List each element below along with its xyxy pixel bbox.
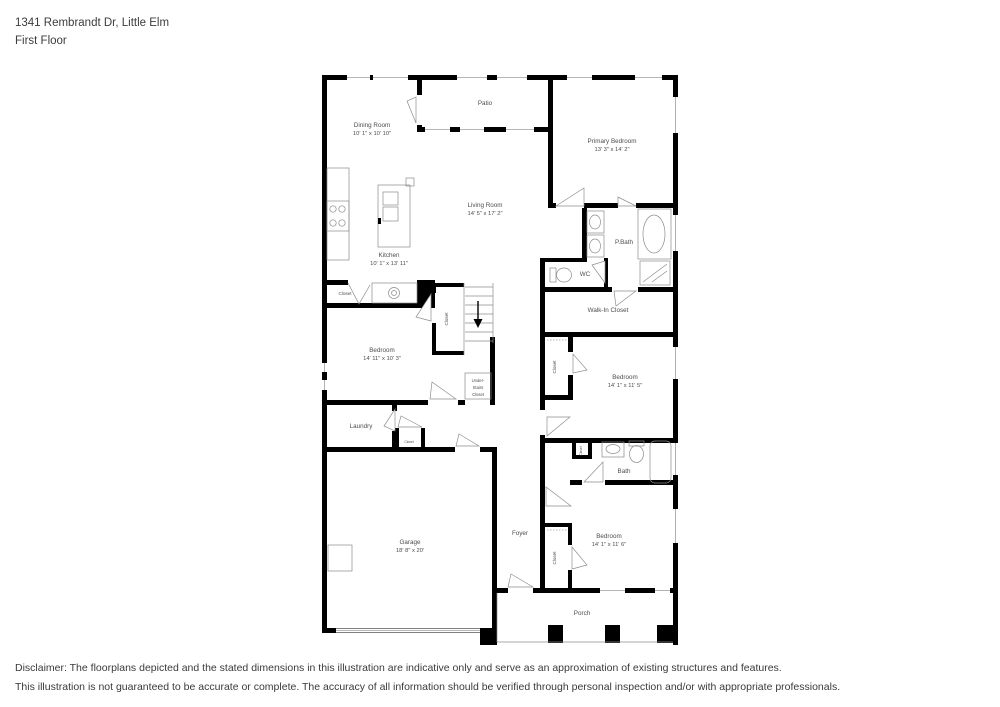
porch-pillar	[548, 625, 563, 643]
label-bath: Bath	[617, 468, 631, 475]
address-title: 1341 Rembrandt Dr, Little Elm	[15, 17, 170, 29]
bathtub-icon	[650, 441, 671, 483]
floorplan-svg	[322, 75, 678, 647]
kitchen-counter-icon	[327, 168, 349, 260]
label-under-stairs-1: Under-	[471, 378, 485, 383]
disclaimer-line-2: This illustration is not guaranteed to be accurate or complete. The accuracy of all information should be verified through personal inspection and/or with appropriate professionals.	[15, 681, 841, 693]
label-closet-laundry: Closet	[404, 440, 414, 444]
label-closet-stairs: Closet	[444, 312, 449, 326]
bedroom-right-closet-door-icon	[573, 354, 587, 373]
dims-bedroom-left: 14' 11" x 10' 3"	[363, 356, 401, 362]
label-closet-bath: Closet	[579, 446, 583, 456]
laundry-closet-door-icon	[398, 416, 422, 427]
label-closet-kitchen: Closet	[338, 291, 352, 296]
dims-living: 14' 5" x 17' 2"	[467, 211, 503, 217]
label-wc: WC	[579, 271, 591, 278]
stairs-icon	[465, 287, 493, 341]
bedroom-left-door-icon	[430, 382, 456, 399]
garage-utility-outline	[328, 545, 352, 571]
bedroom-bottom-door-icon	[546, 487, 571, 506]
doors	[384, 97, 636, 587]
label-under-stairs-3: Closet	[472, 392, 484, 397]
sink-icon	[389, 288, 400, 299]
label-dining: Dining Room	[353, 122, 391, 129]
front-door-icon	[508, 574, 533, 587]
pbath-door-icon	[618, 197, 636, 206]
floorplan-drawing	[322, 75, 678, 652]
label-garage: Garage	[399, 539, 421, 546]
label-walkin-closet: Walk-In Closet	[587, 307, 629, 314]
dims-garage: 18' 8" x 20'	[395, 548, 425, 554]
label-bedroom-bottom: Bedroom	[596, 533, 622, 540]
floor-title: First Floor	[15, 35, 67, 47]
primary-bedroom-door-icon	[556, 188, 584, 206]
toilet-icon	[550, 268, 556, 282]
label-kitchen: Kitchen	[378, 252, 400, 259]
label-under-stairs-2: Stairs	[472, 385, 484, 390]
counter-icon	[372, 283, 417, 303]
dims-primary-bedroom: 13' 3" x 14' 2"	[594, 147, 630, 153]
bedroom-bottom-closet-door-icon	[572, 547, 587, 569]
bath-door-icon	[584, 462, 603, 482]
label-closet-bedroom-bottom: Closet	[552, 551, 557, 565]
label-bedroom-right: Bedroom	[612, 374, 638, 381]
porch-pillar	[605, 625, 620, 643]
dims-bedroom-right: 14' 1" x 11' 5"	[607, 383, 643, 389]
porch-pillar	[657, 625, 673, 643]
label-laundry: Laundry	[349, 423, 373, 430]
label-primary-bedroom: Primary Bedroom	[587, 138, 637, 145]
patio-door-icon	[407, 97, 416, 123]
stove-icon	[327, 201, 349, 231]
label-living: Living Room	[467, 202, 503, 209]
label-bedroom-left: Bedroom	[369, 347, 395, 354]
bedroom-right-door-icon	[547, 417, 570, 436]
garage-entry-door-icon	[456, 434, 479, 446]
disclaimer-line-1: Disclaimer: The floorplans depicted and the stated dimensions in this illustration are indicative only and serve as an approximation of existing structures and features.	[15, 662, 782, 674]
label-closet-bedroom-right: Closet	[552, 360, 557, 374]
dims-kitchen: 10' 1" x 13' 11"	[370, 261, 408, 267]
dims-dining: 10' 1" x 10' 10"	[352, 131, 392, 137]
label-pbath: P.Bath	[614, 239, 634, 246]
label-foyer: Foyer	[511, 530, 529, 537]
wc-door-icon	[592, 261, 605, 283]
dims-bedroom-bottom: 14' 1" x 11' 6"	[591, 542, 627, 548]
plan-header	[15, 14, 169, 50]
label-patio: Patio	[477, 100, 493, 107]
label-porch: Porch	[573, 610, 591, 617]
laundry-door-icon	[384, 409, 395, 431]
walkin-closet-door-icon	[614, 291, 636, 306]
